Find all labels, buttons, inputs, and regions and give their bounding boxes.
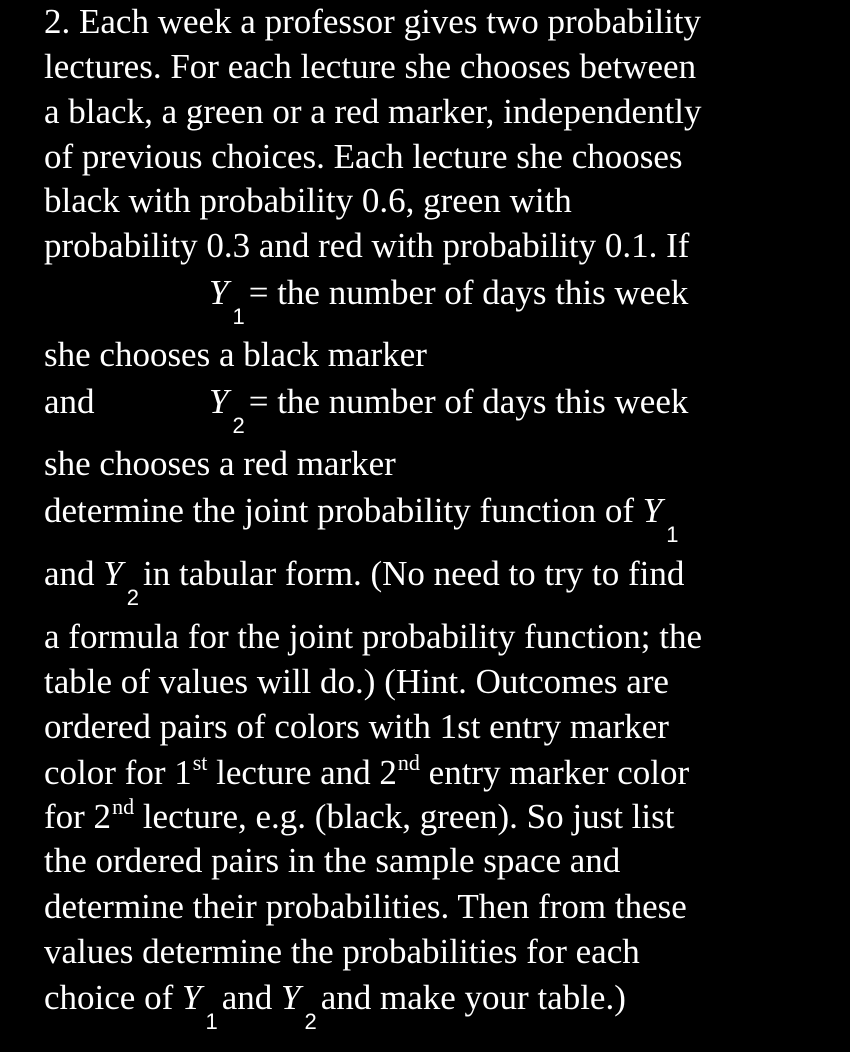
line-text: determine the joint probability function of <box>44 491 643 530</box>
line-text: entry marker color <box>419 753 690 792</box>
text-line: black with probability 0.6, green with <box>44 181 572 220</box>
text-line: 2. Each week a professor gives two probability <box>44 2 702 41</box>
line-text: in tabular form. (No need to try to find <box>143 554 685 593</box>
text-line: of previous choices. Each lecture she chooses <box>44 137 683 176</box>
text-line <box>44 794 675 841</box>
text-line: probability 0.3 and red with probability 0.1. If <box>44 226 690 265</box>
text-line <box>44 554 685 610</box>
line-text: lecture, e.g. (black, green). So just list <box>134 797 675 836</box>
text-line: the ordered pairs in the sample space and <box>44 841 621 880</box>
y1-variable: Y <box>642 491 663 530</box>
text-line: she chooses a black marker <box>44 335 427 374</box>
y2-subscript: 2 <box>304 1009 317 1034</box>
and-word: and <box>221 978 281 1017</box>
text-line: table of values will do.) (Hint. Outcomes are <box>44 662 669 701</box>
superscript: nd <box>112 794 135 819</box>
superscript: st <box>192 750 208 775</box>
y2-variable: Y <box>281 978 301 1017</box>
and-word: and <box>44 554 104 593</box>
y1-definition-text: = the number of days this week <box>248 273 689 312</box>
y1-subscript: 1 <box>232 304 245 329</box>
y2-subscript: 2 <box>126 585 140 610</box>
line-text: choice of <box>44 978 182 1017</box>
line-text: lecture and 2 <box>207 753 397 792</box>
y1-subscript: 1 <box>666 522 679 547</box>
y2-subscript: 2 <box>232 413 245 438</box>
y2-definition <box>209 382 689 438</box>
line-text: for 2 <box>44 797 112 836</box>
line-text: color for 1 <box>44 753 192 792</box>
text-line: she chooses a red marker <box>44 444 396 483</box>
text-line <box>44 491 682 547</box>
y1-variable: Y <box>209 273 229 312</box>
text-line <box>44 978 626 1034</box>
y1-subscript: 1 <box>205 1009 218 1034</box>
line-text: and make your table.) <box>320 978 626 1017</box>
text-line <box>44 750 690 797</box>
y2-variable: Y <box>209 382 229 421</box>
text-line: ordered pairs of colors with 1st entry marker <box>44 707 669 746</box>
text-line: values determine the probabilities for each <box>44 932 640 971</box>
superscript: nd <box>397 750 420 775</box>
text-line: lectures. For each lecture she chooses between <box>44 47 697 86</box>
text-line: determine their probabilities. Then from these <box>44 887 687 926</box>
y1-variable: Y <box>181 978 202 1017</box>
text-line: a black, a green or a red marker, independently <box>44 92 702 131</box>
y2-definition-text: = the number of days this week <box>248 382 689 421</box>
y2-and-label: and <box>44 382 95 421</box>
y2-variable: Y <box>103 554 123 593</box>
text-line: a formula for the joint probability function; the <box>44 617 703 656</box>
y1-definition <box>209 273 689 329</box>
